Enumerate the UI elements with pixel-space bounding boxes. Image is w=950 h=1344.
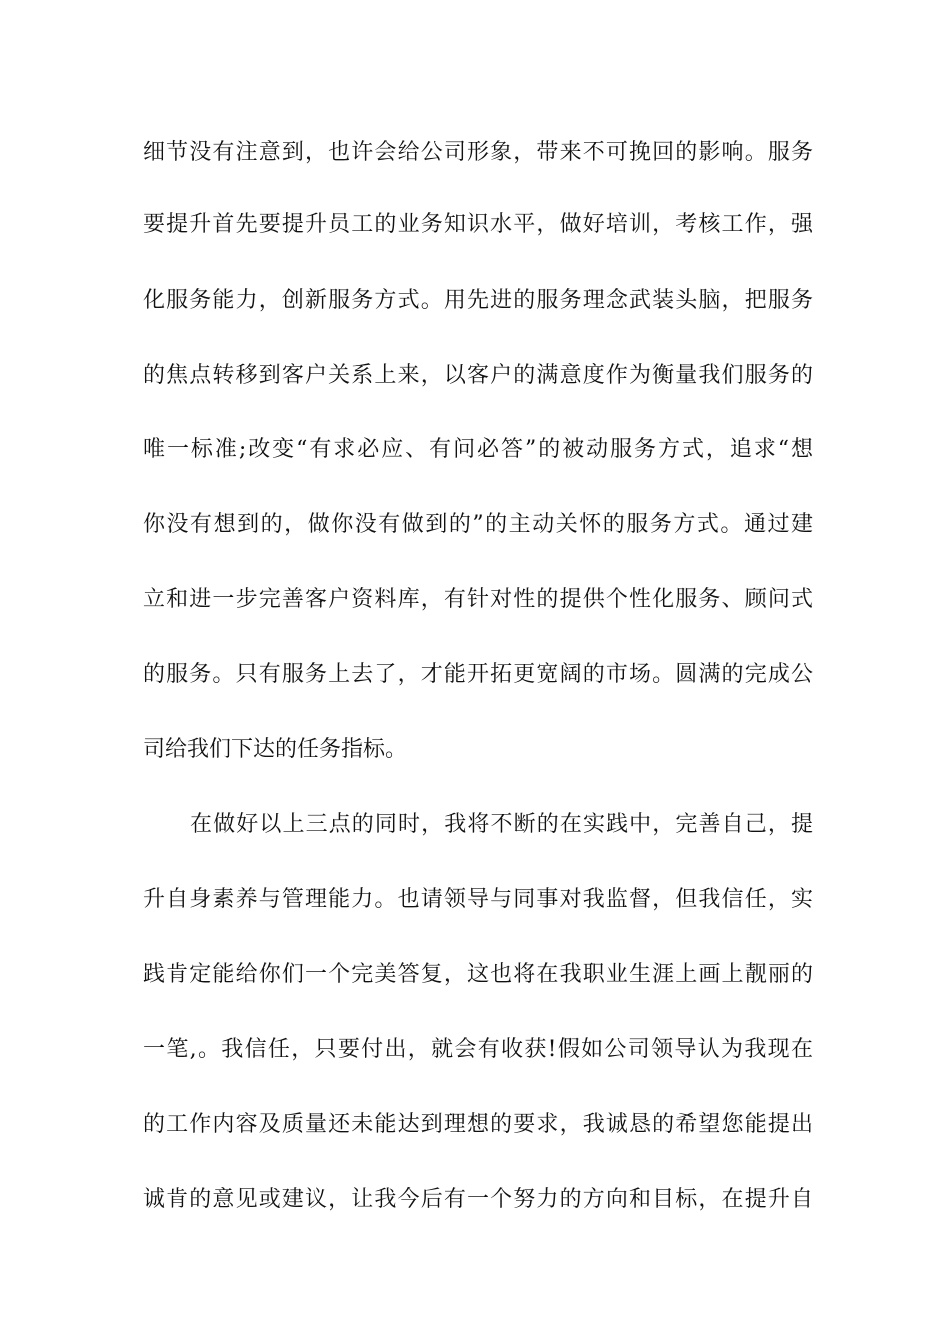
text-line: 的焦点转移到客户关系上来，以客户的满意度作为衡量我们服务的 bbox=[143, 363, 813, 388]
text-line: 立和进一步完善客户资料库，有针对性的提供个性化服务、顾问式 bbox=[143, 587, 813, 612]
text-line: 唯一标准;改变“有求必应、有问必答”的被动服务方式，追求“想 bbox=[143, 437, 813, 462]
text-line: 践肯定能给你们一个完美答复，这也将在我职业生涯上画上靓丽的 bbox=[143, 962, 813, 987]
text-line: 在做好以上三点的同时，我将不断的在实践中，完善自己，提 bbox=[190, 812, 813, 837]
text-line: 升自身素养与管理能力。也请领导与同事对我监督，但我信任，实 bbox=[143, 887, 813, 912]
text-line: 要提升首先要提升员工的业务知识水平，做好培训，考核工作，强 bbox=[143, 212, 813, 237]
text-line: 细节没有注意到，也许会给公司形象，带来不可挽回的影响。服务 bbox=[143, 140, 813, 165]
text-line: 诚肯的意见或建议，让我今后有一个努力的方向和目标，在提升自 bbox=[143, 1187, 813, 1212]
text-line: 化服务能力，创新服务方式。用先进的服务理念武装头脑，把服务 bbox=[143, 288, 813, 313]
text-line: 的工作内容及质量还未能达到理想的要求，我诚恳的希望您能提出 bbox=[143, 1112, 813, 1137]
text-line: 司给我们下达的任务指标。 bbox=[143, 737, 408, 762]
text-line: 的服务。只有服务上去了，才能开拓更宽阔的市场。圆满的完成公 bbox=[143, 662, 813, 687]
text-line: 一笔,。我信任，只要付出，就会有收获!假如公司领导认为我现在 bbox=[143, 1037, 813, 1062]
text-line: 你没有想到的，做你没有做到的”的主动关怀的服务方式。通过建 bbox=[143, 512, 813, 537]
